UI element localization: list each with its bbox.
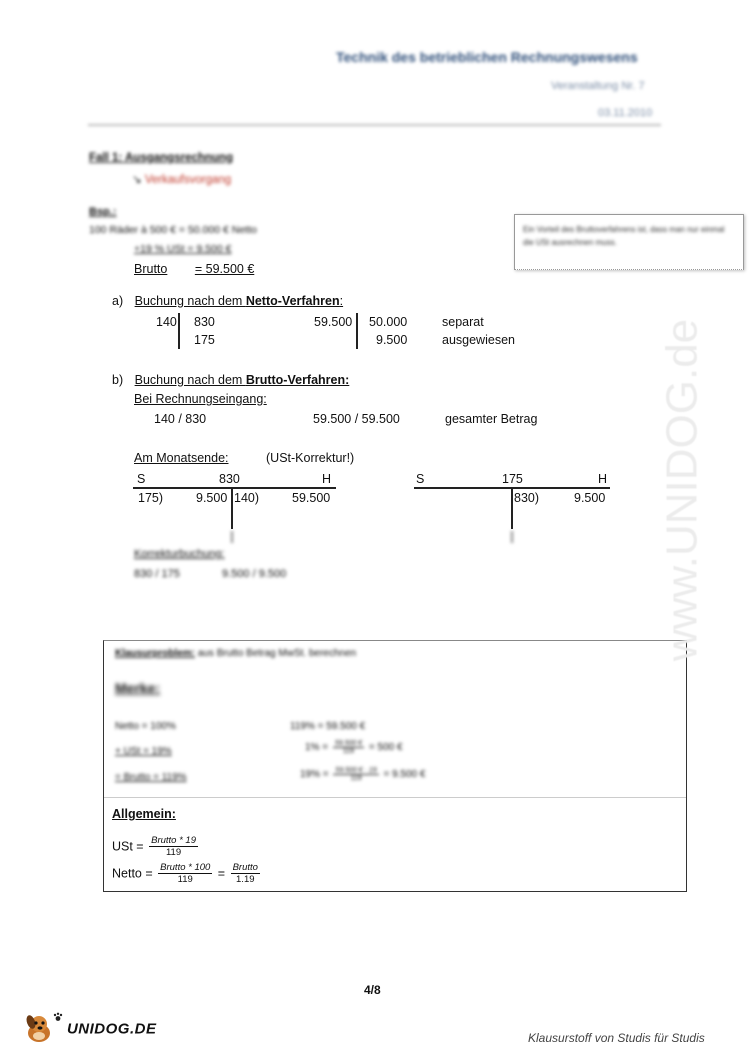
t830-center-line xyxy=(231,487,233,529)
note-text: Ein Vorteil des Bruttoverfahrens ist, dass man nur einmal die USt ausrechnen muss. xyxy=(523,225,725,247)
merke-separator xyxy=(104,797,686,798)
netto-formula xyxy=(112,862,262,885)
netto-acc-right-1: 830 xyxy=(194,315,215,329)
t830-left-ref: 175) xyxy=(138,491,164,505)
ust-den: 119 xyxy=(165,847,182,858)
merke-row2-den: 119 xyxy=(342,748,355,755)
paw-icon xyxy=(53,1012,63,1022)
korrektur-heading: Korrekturbuchung: xyxy=(134,548,225,560)
t830-s: S xyxy=(137,472,146,486)
t830-name: 830 xyxy=(219,472,240,486)
page-number: 4/8 xyxy=(364,983,381,997)
t175-name: 175 xyxy=(502,472,523,486)
bsp-brutto-value: = 59.500 € xyxy=(194,262,255,276)
merke-row1-left: Netto = 100% xyxy=(115,721,176,732)
t830-left-amt: 9.500 xyxy=(196,491,228,505)
netto-note-2: ausgewiesen xyxy=(442,333,515,347)
fall-sub-text: Verkaufsvorgang xyxy=(144,174,232,186)
netto-fraction-2 xyxy=(231,862,260,885)
merke-row3-den: 119 xyxy=(350,775,362,782)
t830-top-line xyxy=(133,487,336,489)
month-end-label: Am Monatsende: xyxy=(134,451,229,465)
ust-fraction xyxy=(149,835,198,858)
correction-label: (USt-Korrektur!) xyxy=(266,451,355,465)
ust-formula xyxy=(112,835,200,858)
merke-row2-num: 59.500 € xyxy=(334,740,363,747)
netto-fraction-1 xyxy=(158,862,212,885)
t830-right-amt: 59.500 xyxy=(292,491,331,505)
header-subtitle: Veranstaltung Nr. 7 xyxy=(551,80,645,92)
netto-num: Brutto * 100 xyxy=(160,862,211,873)
merke-problem xyxy=(115,648,356,659)
netto-note-1: separat xyxy=(442,315,484,329)
netto-divider-right xyxy=(356,313,358,349)
netto-label: Netto = xyxy=(112,866,153,881)
t175-h: H xyxy=(598,472,608,486)
allgemein-label: Allgemein: xyxy=(112,807,176,821)
brutto-sub-heading: Bei Rechnungseingang: xyxy=(134,392,267,406)
footer-logo xyxy=(22,1012,156,1046)
logo-text: UNIDOG.DE xyxy=(66,1020,157,1038)
merke-row2-left: + USt = 19% xyxy=(115,746,172,757)
merke-row3-num: 59.500 € · 19 xyxy=(335,767,377,774)
merke-heading: Merke: xyxy=(115,680,161,696)
netto-heading-prefix: Buchung nach dem xyxy=(134,294,246,308)
t830-right-ref: 140) xyxy=(234,491,260,505)
merke-problem-label: Klausurproblem: xyxy=(115,648,196,659)
netto-num2: Brutto xyxy=(232,862,258,873)
netto-den: 119 xyxy=(177,874,193,885)
netto-den2: 1.19 xyxy=(236,874,255,885)
ust-label: USt = xyxy=(112,839,144,854)
netto-heading-text xyxy=(135,294,343,308)
netto-eq: = xyxy=(217,866,226,881)
watermark xyxy=(640,250,730,730)
header-divider xyxy=(88,124,661,126)
brutto-note: gesamter Betrag xyxy=(445,412,538,426)
netto-amount-1: 50.000 xyxy=(369,315,408,329)
footer-tagline: Klausurstoff von Studis für Studis xyxy=(528,1031,705,1045)
t175-s: S xyxy=(416,472,425,486)
netto-amount-total: 59.500 xyxy=(314,315,353,329)
bsp-brutto-label: Brutto xyxy=(134,262,168,276)
dog-logo-icon xyxy=(22,1012,56,1046)
brutto-heading-bold: Brutto-Verfahren: xyxy=(245,373,350,387)
netto-marker: a) xyxy=(112,294,124,308)
merke-row2-fraction xyxy=(333,740,364,755)
header-date: 03.11.2010 xyxy=(598,107,653,119)
netto-heading-bold: Netto-Verfahren xyxy=(245,294,340,308)
netto-acc-right-2: 175 xyxy=(194,333,215,347)
merke-row3-fraction xyxy=(333,767,378,782)
fall-heading xyxy=(89,152,233,164)
korrektur-accounts: 830 / 175 xyxy=(134,568,180,580)
t175-right-amt: 9.500 xyxy=(574,491,606,505)
t175-center-line xyxy=(511,487,513,529)
bsp-line2: +19 % USt = 9.500 € xyxy=(134,243,232,255)
netto-heading xyxy=(112,294,343,308)
merke-row2-right xyxy=(305,740,403,755)
merke-row1-right: 119% = 59.500 € xyxy=(290,721,366,732)
t175-right-ref: 830) xyxy=(514,491,540,505)
ust-num: Brutto * 19 xyxy=(151,835,196,846)
brutto-marker: b) xyxy=(112,373,124,387)
merke-row3-left: = Brutto = 119% xyxy=(115,772,187,783)
merke-row3-prefix: 19% = xyxy=(300,769,329,781)
fall-heading-text: Fall 1: Ausgangsrechnung xyxy=(89,152,233,164)
t830-blur-continuation xyxy=(231,531,233,543)
merke-row3-result: = 9.500 € xyxy=(383,769,426,781)
merke-row3-right xyxy=(300,767,425,782)
fall-sub xyxy=(132,172,231,186)
netto-amount-2: 9.500 xyxy=(376,333,408,347)
merke-row2-result: = 500 € xyxy=(368,742,403,754)
brutto-heading-prefix: Buchung nach dem xyxy=(134,373,246,387)
korrektur-amounts: 9.500 / 9.500 xyxy=(222,568,287,580)
arrow-icon: ↘ xyxy=(132,174,142,186)
brutto-accounts: 140 / 830 xyxy=(154,412,207,426)
bsp-label: Bsp.: xyxy=(89,206,117,218)
t175-blur-continuation xyxy=(511,531,513,543)
watermark-text: www.UNIDOG.de xyxy=(657,318,707,662)
netto-heading-suffix: : xyxy=(339,294,344,308)
header-title: Technik des betrieblichen Rechnungswesens xyxy=(336,49,638,65)
brutto-amounts: 59.500 / 59.500 xyxy=(313,412,400,426)
brutto-heading-text xyxy=(135,373,350,387)
merke-row2-prefix: 1% = xyxy=(305,742,329,754)
merke-problem-text: aus Brutto Betrag MwSt. berechnen xyxy=(197,648,357,659)
netto-divider-left xyxy=(178,313,180,349)
bsp-line1: 100 Räder à 500 € = 50.000 € Netto xyxy=(89,224,257,236)
t830-h: H xyxy=(322,472,332,486)
netto-acc-left: 140 xyxy=(156,315,177,329)
bsp-brutto xyxy=(134,262,254,276)
brutto-heading xyxy=(112,373,349,387)
